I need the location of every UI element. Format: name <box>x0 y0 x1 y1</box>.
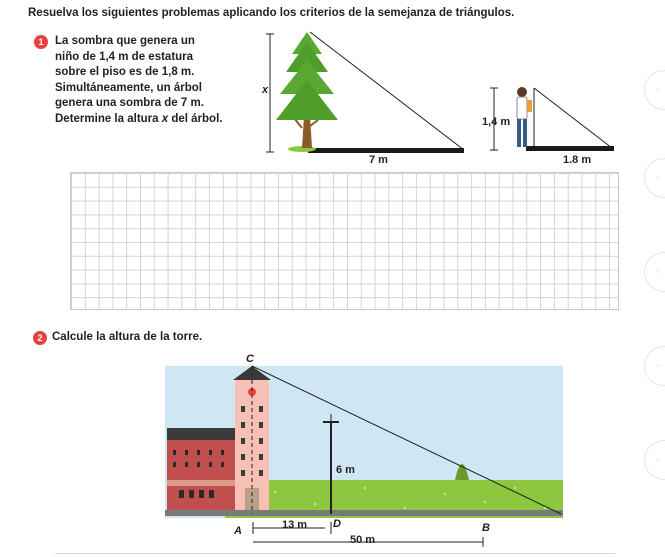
child-shadow <box>526 146 614 151</box>
child-head <box>517 87 527 97</box>
side-decoration <box>644 70 665 110</box>
side-decoration <box>644 346 665 386</box>
side-decoration <box>644 440 665 480</box>
bottom-divider <box>55 553 615 554</box>
problem-1-line: sobre el piso es de 1,8 m. <box>55 66 195 79</box>
tower-figure <box>165 352 565 550</box>
problem-1-line-last: Determine la altura x del árbol. <box>55 112 223 125</box>
side-decoration <box>644 158 665 198</box>
sun-ray-line <box>310 32 464 150</box>
problem-1-line: niño de 1,4 m de estatura <box>55 50 194 63</box>
side-mark-icon: ◦ <box>656 358 661 372</box>
side-mark-icon: ◦ <box>656 264 661 278</box>
point-a-label: A <box>234 525 242 537</box>
problem-2-text: Calcule la altura de la torre. <box>52 331 203 343</box>
problem-1-line: genera una sombra de 7 m. <box>55 97 204 110</box>
tree-shadow-label: 7 m <box>369 154 388 166</box>
tree-shadow <box>308 148 464 153</box>
side-decoration <box>644 252 665 292</box>
ground-strip <box>165 510 563 516</box>
side-mark-icon: ◦ <box>656 82 661 96</box>
distance-ad-label: 13 m <box>282 519 308 531</box>
point-b-label: B <box>482 522 490 534</box>
variable-x: x <box>161 112 169 125</box>
side-mark-icon: ◦ <box>656 170 661 184</box>
answer-grid[interactable] <box>70 172 619 310</box>
instructions-text: Resuelva los siguientes problemas aplicando los criterios de la semejanza de triángulos. <box>28 7 515 19</box>
child-sun-ray <box>534 88 612 148</box>
problem-2-badge: 2 <box>33 331 47 345</box>
side-mark-icon: ◦ <box>656 452 661 466</box>
tree-trunk <box>302 116 312 148</box>
tree-height-label: x <box>262 84 269 96</box>
problem-1-line: Simultáneamente, un árbol <box>55 81 202 94</box>
tree-shadow-figure <box>258 28 468 158</box>
distance-ab-label: 50 m <box>350 534 376 546</box>
point-d-label: D <box>333 518 341 530</box>
child-shadow-label: 1.8 m <box>563 154 592 166</box>
problem-1-badge: 1 <box>34 35 48 49</box>
child-height-label: 1,4 m <box>482 116 511 128</box>
red-building <box>167 440 237 510</box>
point-c-label: C <box>246 353 254 365</box>
problem-1-text <box>55 34 240 128</box>
problem-1-line: La sombra que genera un <box>55 35 195 47</box>
lamp-height-label: 6 m <box>336 464 355 476</box>
